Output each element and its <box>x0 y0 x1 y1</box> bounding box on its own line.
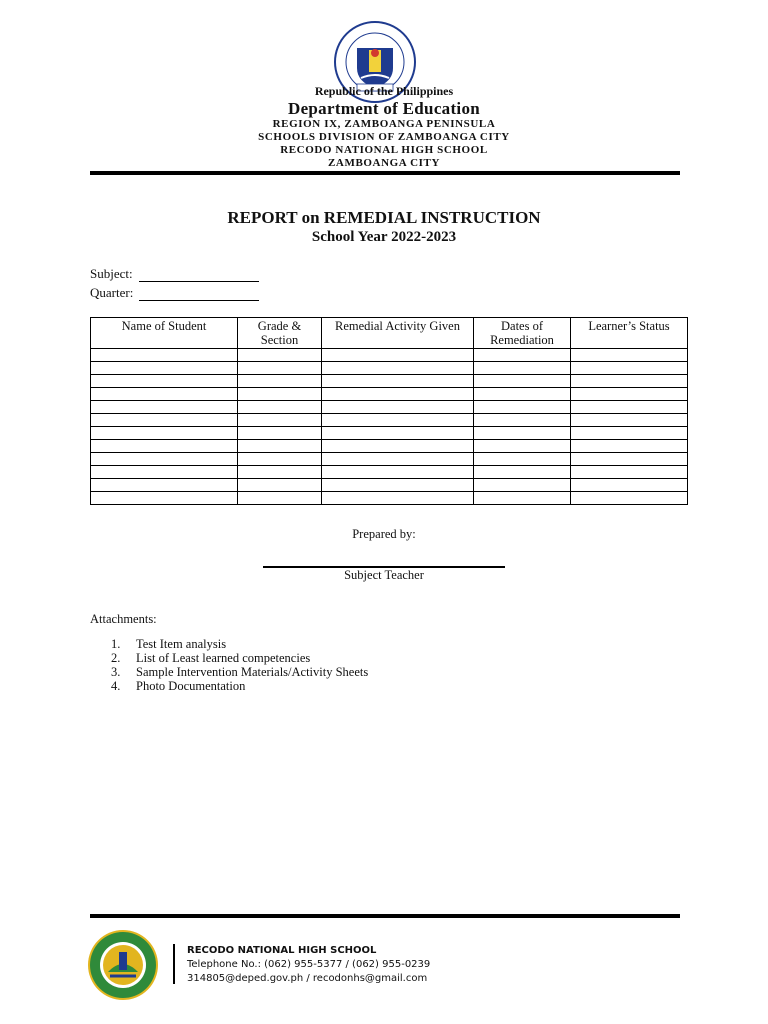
school-year: School Year 2022-2023 <box>311 229 457 245</box>
table-body <box>91 349 688 505</box>
list-item: 2. List of Least learned competencies <box>111 651 311 665</box>
table-row <box>91 414 688 427</box>
table-row <box>91 388 688 401</box>
quarter-label: Quarter: <box>90 285 134 300</box>
table-cell[interactable] <box>571 492 688 505</box>
school-logo <box>86 928 160 1002</box>
footer-school-name: RECODO NATIONAL HIGH SCHOOL <box>187 945 377 956</box>
table-row <box>91 401 688 414</box>
table-cell[interactable] <box>238 466 322 479</box>
table-row <box>91 349 688 362</box>
table-cell[interactable] <box>91 349 238 362</box>
header-dates-remediation: Dates of Remediation <box>474 318 571 349</box>
table-cell[interactable] <box>91 362 238 375</box>
attachments-label: Attachments: <box>90 612 157 626</box>
table-cell[interactable] <box>571 349 688 362</box>
table-cell[interactable] <box>322 440 474 453</box>
table-cell[interactable] <box>322 362 474 375</box>
table-cell[interactable] <box>91 466 238 479</box>
table-cell[interactable] <box>474 414 571 427</box>
republic-line: Republic of the Philippines <box>314 84 454 98</box>
table-cell[interactable] <box>474 427 571 440</box>
table-cell[interactable] <box>474 479 571 492</box>
table-cell[interactable] <box>91 375 238 388</box>
subject-field[interactable] <box>90 266 259 282</box>
remedial-report-table <box>90 317 688 505</box>
quarter-blank-line[interactable] <box>139 287 259 301</box>
table-cell[interactable] <box>238 479 322 492</box>
table-cell[interactable] <box>91 492 238 505</box>
header-grade-section: Grade & Section <box>238 318 322 349</box>
table-cell[interactable] <box>91 427 238 440</box>
table-cell[interactable] <box>474 375 571 388</box>
table-cell[interactable] <box>571 479 688 492</box>
table-cell[interactable] <box>322 453 474 466</box>
quarter-field[interactable] <box>90 285 259 301</box>
table-cell[interactable] <box>474 466 571 479</box>
city-line: ZAMBOANGA CITY <box>328 157 440 169</box>
table-cell[interactable] <box>474 453 571 466</box>
list-item: 3. Sample Intervention Materials/Activity Sheets <box>111 665 369 679</box>
table-row <box>91 492 688 505</box>
table-cell[interactable] <box>322 427 474 440</box>
table-cell[interactable] <box>474 349 571 362</box>
table-cell[interactable] <box>322 401 474 414</box>
table-cell[interactable] <box>91 440 238 453</box>
table-cell[interactable] <box>91 453 238 466</box>
table-cell[interactable] <box>571 453 688 466</box>
table-row <box>91 453 688 466</box>
table-cell[interactable] <box>238 492 322 505</box>
header-name-of-student: Name of Student <box>91 318 238 349</box>
table-cell[interactable] <box>571 362 688 375</box>
attachments-list <box>111 637 368 693</box>
table-row <box>91 375 688 388</box>
table-cell[interactable] <box>474 362 571 375</box>
header-remedial-activity: Remedial Activity Given <box>322 318 474 349</box>
table-cell[interactable] <box>474 388 571 401</box>
table-cell[interactable] <box>571 375 688 388</box>
table-row <box>91 427 688 440</box>
division-line: SCHOOLS DIVISION OF ZAMBOANGA CITY <box>258 131 510 143</box>
table-cell[interactable] <box>571 414 688 427</box>
table-cell[interactable] <box>91 388 238 401</box>
table-cell[interactable] <box>322 375 474 388</box>
prepared-by-label: Prepared by: <box>352 527 416 541</box>
table-cell[interactable] <box>91 479 238 492</box>
table-cell[interactable] <box>238 388 322 401</box>
table-cell[interactable] <box>238 401 322 414</box>
subject-label: Subject: <box>90 266 133 281</box>
list-item: 4. Photo Documentation <box>111 679 246 693</box>
table-cell[interactable] <box>238 440 322 453</box>
header-divider <box>90 171 680 175</box>
subject-teacher-label: Subject Teacher <box>344 568 424 582</box>
table-cell[interactable] <box>571 388 688 401</box>
table-cell[interactable] <box>571 466 688 479</box>
report-title: REPORT on REMEDIAL INSTRUCTION <box>227 208 541 227</box>
footer-contact-block <box>187 944 430 986</box>
table-cell[interactable] <box>91 401 238 414</box>
table-cell[interactable] <box>238 349 322 362</box>
footer-telephone: Telephone No.: (062) 955-5377 / (062) 955-0239 <box>187 959 431 970</box>
table-cell[interactable] <box>91 414 238 427</box>
region-line: REGION IX, ZAMBOANGA PENINSULA <box>272 118 496 130</box>
table-row <box>91 440 688 453</box>
list-item: 1. Test Item analysis <box>111 637 227 651</box>
footer-divider <box>90 914 680 918</box>
table-cell[interactable] <box>474 401 571 414</box>
table-row <box>91 479 688 492</box>
table-cell[interactable] <box>322 466 474 479</box>
table-cell[interactable] <box>238 362 322 375</box>
table-cell[interactable] <box>322 492 474 505</box>
table-cell[interactable] <box>474 440 571 453</box>
subject-blank-line[interactable] <box>139 268 259 282</box>
table-cell[interactable] <box>571 427 688 440</box>
table-cell[interactable] <box>322 349 474 362</box>
table-cell[interactable] <box>322 414 474 427</box>
table-cell[interactable] <box>571 440 688 453</box>
footer-email: 314805@deped.gov.ph / recodonhs@gmail.com <box>187 973 428 984</box>
table-row <box>91 466 688 479</box>
table-header-row <box>91 318 688 349</box>
table-cell[interactable] <box>322 388 474 401</box>
header-learners-status: Learner’s Status <box>571 318 688 349</box>
footer-vertical-bar <box>173 944 175 984</box>
table-cell[interactable] <box>238 453 322 466</box>
table-cell[interactable] <box>238 375 322 388</box>
table-cell[interactable] <box>238 427 322 440</box>
table-cell[interactable] <box>322 479 474 492</box>
school-line: RECODO NATIONAL HIGH SCHOOL <box>280 144 488 156</box>
table-cell[interactable] <box>474 492 571 505</box>
table-row <box>91 362 688 375</box>
department-name: Department of Education <box>288 99 480 118</box>
table-cell[interactable] <box>571 401 688 414</box>
table-cell[interactable] <box>238 414 322 427</box>
